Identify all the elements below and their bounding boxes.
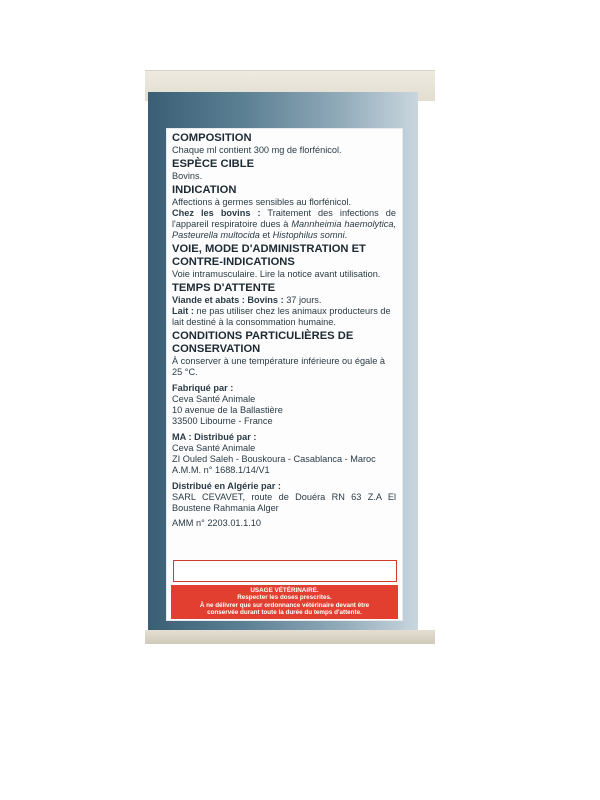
label-content: [172, 130, 396, 529]
warning-line1: Respecter les doses prescrites.: [237, 594, 332, 602]
warning-title: USAGE VÉTÉRINAIRE.: [250, 587, 319, 594]
species-heading: ESPÈCE CIBLE: [172, 158, 255, 170]
dz-text: SARL CEVAVET, route de Douéra RN 63 Z.A El Boustene Rahmania Alger: [172, 492, 396, 513]
indication-bovins: [172, 208, 396, 241]
ma-distributor-heading: MA : Distribué par :: [172, 432, 257, 442]
withdrawal-heading: TEMPS D'ATTENTE: [172, 282, 276, 294]
dz-distributor-heading: Distribué en Algérie par :: [172, 481, 281, 491]
ma-line1: Ceva Santé Animale: [172, 443, 256, 453]
ma-line3: A.M.M. n° 1688.1/14/V1: [172, 465, 270, 475]
bovins-and: et: [259, 230, 273, 240]
warning-line2: À ne délivrer que sur ordonnance vétérinaire devant être: [199, 601, 370, 609]
meat-text: 37 jours.: [283, 295, 322, 305]
milk-text: ne pas utiliser chez les animaux producteurs de lait destiné à la consommation humaine.: [172, 306, 391, 327]
made-by-line3: 33500 Libourne - France: [172, 416, 273, 426]
composition-heading: COMPOSITION: [172, 132, 252, 144]
bovins-end: .: [344, 230, 348, 240]
bovins-species-1: Mannheimia haemolytica, Pasteurella multocida: [172, 219, 396, 240]
indication-heading: INDICATION: [172, 184, 237, 196]
withdrawal-milk: [172, 306, 396, 328]
ma-line2: ZI Ouled Saleh - Bouskoura - Casablanca - Maroc: [172, 454, 376, 464]
route-text: Voie intramusculaire. Lire la notice avant utilisation.: [172, 269, 381, 279]
bovins-species-2: Histophilus somni: [272, 230, 345, 240]
route-heading: VOIE, MODE D'ADMINISTRATION ET CONTRE-INDICATIONS: [172, 243, 366, 268]
bovins-lead: Chez les bovins :: [172, 208, 261, 218]
meat-lead: Viande et abats : Bovins :: [172, 295, 284, 305]
batch-box: [173, 560, 397, 582]
veterinary-warning-band: [171, 585, 398, 619]
bovins-text: Traitement des infections de l'appareil respiratoire dues à: [172, 208, 396, 229]
made-by-line2: 10 avenue de la Ballastière: [172, 405, 283, 415]
box-bottom-edge: [145, 630, 435, 644]
milk-lead: Lait :: [172, 306, 194, 316]
withdrawal-meat: [172, 295, 396, 306]
warning-line3: conservée durant toute la durée du temps d'attente.: [207, 608, 362, 616]
composition-text: Chaque ml contient 300 mg de florfénicol.: [172, 145, 342, 155]
species-text: Bovins.: [172, 171, 203, 181]
amm-number: AMM n° 2203.01.1.10: [172, 518, 261, 528]
made-by-line1: Ceva Santé Animale: [172, 394, 256, 404]
indication-text: Affections à germes sensibles au florfénicol.: [172, 197, 352, 207]
made-by-heading: Fabriqué par :: [172, 383, 234, 393]
label-sheet: [166, 128, 403, 621]
storage-text: À conserver à une température inférieure ou égale à 25 °C.: [172, 356, 385, 377]
storage-heading: CONDITIONS PARTICULIÈRES DE CONSERVATION: [172, 330, 354, 355]
